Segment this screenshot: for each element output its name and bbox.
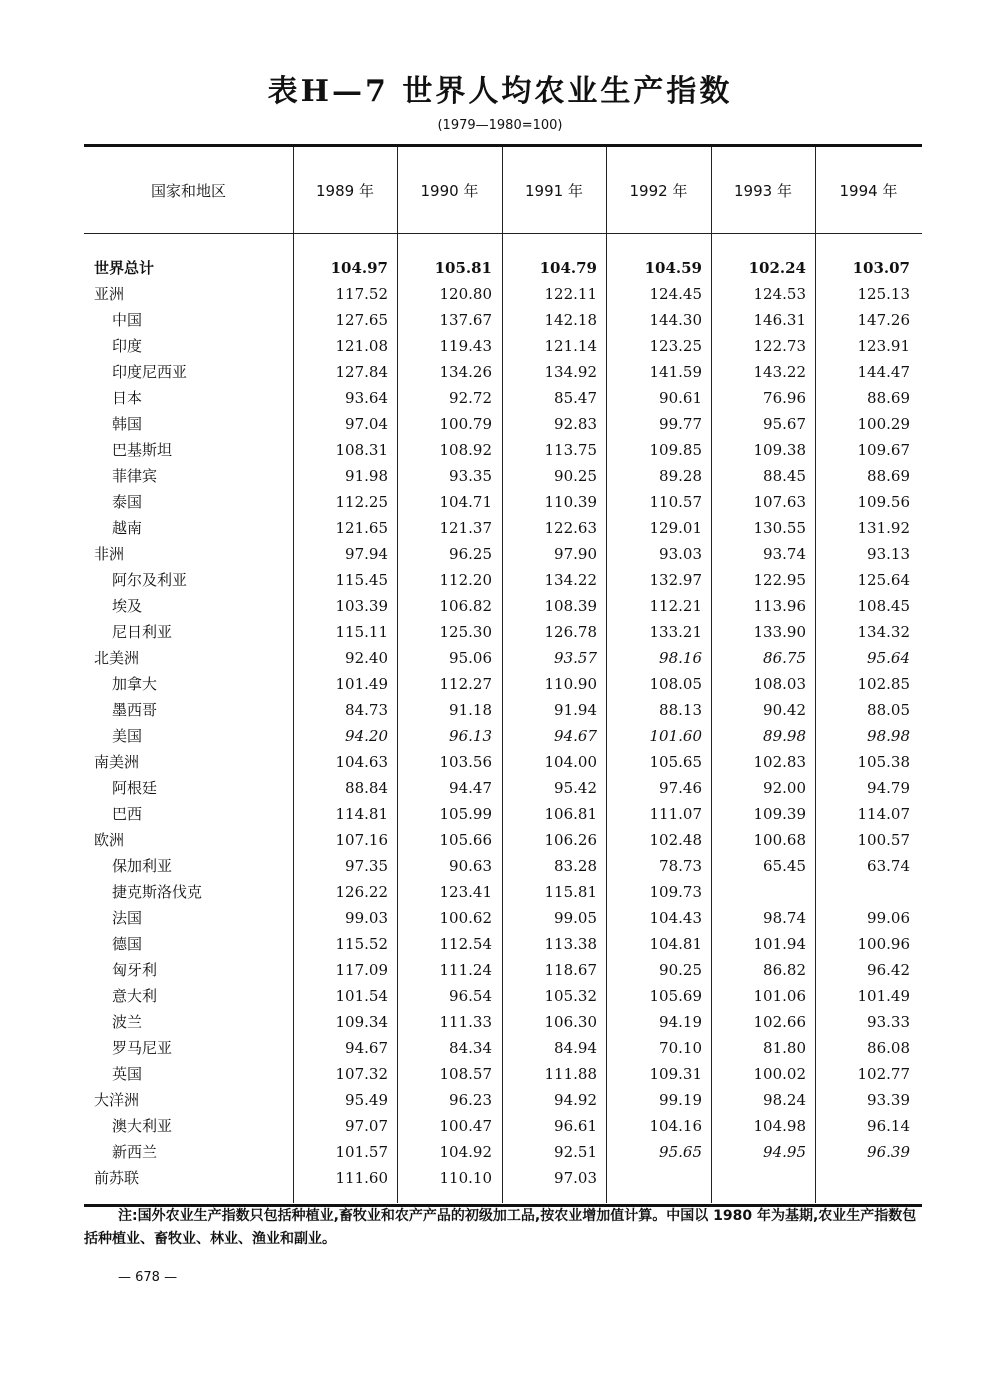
value-cell: 98.74 — [763, 909, 806, 927]
row-label: 澳大利亚 — [112, 1117, 173, 1135]
header-region: 国家和地区 — [150, 181, 226, 200]
table-row — [84, 749, 922, 775]
value-cell: 109.67 — [857, 441, 910, 459]
value-cell: 125.13 — [857, 285, 910, 303]
table-row — [84, 593, 922, 619]
value-cell: 104.63 — [335, 753, 388, 771]
value-cell: 113.75 — [544, 441, 597, 459]
value-cell: 109.73 — [649, 883, 702, 901]
value-cell: 123.41 — [439, 883, 492, 901]
value-cell: 126.78 — [544, 623, 597, 641]
value-cell: 97.94 — [345, 545, 388, 563]
value-cell: 129.01 — [649, 519, 702, 537]
value-cell: 110.57 — [649, 493, 702, 511]
value-cell: 95.49 — [345, 1091, 388, 1109]
value-cell: 130.55 — [753, 519, 806, 537]
value-cell: 94.47 — [449, 779, 492, 797]
value-cell: 96.42 — [867, 961, 910, 979]
value-cell: 106.81 — [544, 805, 597, 823]
row-label: 亚洲 — [94, 285, 125, 303]
row-label: 中国 — [112, 311, 143, 329]
table-row — [84, 827, 922, 853]
table-row — [84, 411, 922, 437]
value-cell: 100.96 — [857, 935, 910, 953]
value-cell: 109.31 — [649, 1065, 702, 1083]
value-cell: 101.57 — [335, 1143, 388, 1161]
value-cell: 112.25 — [335, 493, 388, 511]
table-row — [84, 1035, 922, 1061]
value-cell: 101.94 — [753, 935, 806, 953]
table-row — [84, 671, 922, 697]
value-cell: 93.57 — [554, 649, 597, 667]
value-cell: 104.97 — [330, 259, 388, 277]
value-cell: 113.38 — [544, 935, 597, 953]
value-cell: 132.97 — [649, 571, 702, 589]
table-row — [84, 541, 922, 567]
table-row — [84, 775, 922, 801]
value-cell: 115.11 — [335, 623, 388, 641]
value-cell: 90.61 — [659, 389, 702, 407]
value-cell: 96.25 — [449, 545, 492, 563]
value-cell: 103.39 — [335, 597, 388, 615]
value-cell: 134.22 — [544, 571, 597, 589]
value-cell: 96.13 — [449, 727, 492, 745]
row-label: 阿尔及利亚 — [112, 571, 188, 589]
value-cell: 122.95 — [753, 571, 806, 589]
table-row — [84, 853, 922, 879]
value-cell: 81.80 — [763, 1039, 806, 1057]
value-cell: 108.31 — [335, 441, 388, 459]
table-body — [84, 255, 922, 1191]
value-cell: 107.16 — [335, 831, 388, 849]
value-cell: 93.64 — [345, 389, 388, 407]
header-divider — [84, 233, 922, 234]
value-cell: 122.11 — [544, 285, 597, 303]
value-cell: 143.22 — [753, 363, 806, 381]
table-row — [84, 489, 922, 515]
header-1992: 1992 年 — [629, 181, 688, 200]
value-cell: 100.79 — [439, 415, 492, 433]
table-row — [84, 463, 922, 489]
row-label: 日本 — [112, 389, 143, 407]
value-cell: 76.96 — [763, 389, 806, 407]
value-cell: 127.84 — [335, 363, 388, 381]
value-cell: 133.90 — [753, 623, 806, 641]
value-cell: 95.65 — [659, 1143, 702, 1161]
value-cell: 147.26 — [857, 311, 910, 329]
value-cell: 125.30 — [439, 623, 492, 641]
value-cell: 105.81 — [434, 259, 492, 277]
value-cell: 92.83 — [554, 415, 597, 433]
value-cell: 108.39 — [544, 597, 597, 615]
value-cell: 93.35 — [449, 467, 492, 485]
value-cell: 106.30 — [544, 1013, 597, 1031]
value-cell: 113.96 — [753, 597, 806, 615]
value-cell: 98.98 — [867, 727, 910, 745]
value-cell: 97.46 — [659, 779, 702, 797]
value-cell: 117.09 — [335, 961, 388, 979]
value-cell: 102.85 — [857, 675, 910, 693]
value-cell: 104.92 — [439, 1143, 492, 1161]
value-cell: 97.04 — [345, 415, 388, 433]
value-cell: 95.42 — [554, 779, 597, 797]
value-cell: 97.03 — [554, 1169, 597, 1187]
table-row — [84, 333, 922, 359]
table-row — [84, 307, 922, 333]
value-cell: 118.67 — [544, 961, 597, 979]
value-cell: 99.77 — [659, 415, 702, 433]
value-cell: 97.35 — [345, 857, 388, 875]
value-cell: 121.37 — [439, 519, 492, 537]
value-cell: 117.52 — [335, 285, 388, 303]
value-cell: 104.79 — [539, 259, 597, 277]
row-label: 埃及 — [112, 597, 143, 615]
value-cell: 134.26 — [439, 363, 492, 381]
row-label: 韩国 — [112, 415, 143, 433]
value-cell: 90.63 — [449, 857, 492, 875]
value-cell: 101.60 — [649, 727, 702, 745]
footnote: 注:国外农业生产指数只包括种植业,畜牧业和农产产品的初级加工品,按农业增加值计算。中国以 1980 年为基期,农业生产指数包括种植业、畜牧业、林业、渔业和副业。 — [84, 1208, 917, 1247]
value-cell: 101.06 — [753, 987, 806, 1005]
value-cell: 125.64 — [857, 571, 910, 589]
value-cell: 96.39 — [867, 1143, 910, 1161]
value-cell: 97.90 — [554, 545, 597, 563]
value-cell: 107.32 — [335, 1065, 388, 1083]
value-cell: 114.07 — [857, 805, 910, 823]
value-cell: 98.16 — [659, 649, 702, 667]
value-cell: 84.94 — [554, 1039, 597, 1057]
value-cell: 102.48 — [649, 831, 702, 849]
value-cell: 127.65 — [335, 311, 388, 329]
table-row — [84, 645, 922, 671]
row-label: 匈牙利 — [112, 961, 158, 979]
table-row — [84, 905, 922, 931]
row-label: 美国 — [112, 727, 143, 745]
value-cell: 99.19 — [659, 1091, 702, 1109]
value-cell: 108.57 — [439, 1065, 492, 1083]
value-cell: 100.62 — [439, 909, 492, 927]
header-1989: 1989 年 — [316, 181, 374, 200]
row-label: 欧洲 — [94, 831, 125, 849]
value-cell: 133.21 — [649, 623, 702, 641]
value-cell: 88.13 — [659, 701, 702, 719]
value-cell: 93.03 — [659, 545, 702, 563]
value-cell: 112.27 — [439, 675, 492, 693]
table-row — [84, 1009, 922, 1035]
row-label: 印度尼西亚 — [112, 363, 188, 381]
value-cell: 93.13 — [867, 545, 910, 563]
value-cell: 103.07 — [852, 259, 910, 277]
value-cell: 94.92 — [554, 1091, 597, 1109]
value-cell: 114.81 — [335, 805, 388, 823]
value-cell: 137.67 — [439, 311, 492, 329]
value-cell: 105.38 — [857, 753, 910, 771]
value-cell: 104.43 — [649, 909, 702, 927]
value-cell: 111.88 — [544, 1065, 597, 1083]
value-cell: 99.06 — [867, 909, 910, 927]
value-cell: 108.45 — [857, 597, 910, 615]
table-row — [84, 385, 922, 411]
value-cell: 65.45 — [763, 857, 806, 875]
value-cell: 63.74 — [867, 857, 910, 875]
table-row — [84, 957, 922, 983]
value-cell: 94.20 — [345, 727, 388, 745]
value-cell: 120.80 — [439, 285, 492, 303]
value-cell: 105.32 — [544, 987, 597, 1005]
value-cell: 99.03 — [345, 909, 388, 927]
value-cell: 102.66 — [753, 1013, 806, 1031]
value-cell: 83.28 — [554, 857, 597, 875]
value-cell: 92.40 — [345, 649, 388, 667]
index-table — [84, 144, 922, 1207]
value-cell: 101.54 — [335, 987, 388, 1005]
value-cell: 106.26 — [544, 831, 597, 849]
value-cell: 86.08 — [867, 1039, 910, 1057]
row-label: 保加利亚 — [112, 857, 173, 875]
row-label: 南美洲 — [94, 753, 140, 771]
value-cell: 104.16 — [649, 1117, 702, 1135]
value-cell: 110.39 — [544, 493, 597, 511]
row-label: 越南 — [112, 519, 143, 537]
value-cell: 101.49 — [335, 675, 388, 693]
value-cell: 103.56 — [439, 753, 492, 771]
value-cell: 102.24 — [748, 259, 806, 277]
value-cell: 90.25 — [554, 467, 597, 485]
value-cell: 93.33 — [867, 1013, 910, 1031]
value-cell: 144.30 — [649, 311, 702, 329]
value-cell: 91.18 — [449, 701, 492, 719]
header-1990: 1990 年 — [420, 181, 479, 200]
value-cell: 121.14 — [544, 337, 597, 355]
value-cell: 122.73 — [753, 337, 806, 355]
value-cell: 119.43 — [439, 337, 492, 355]
value-cell: 90.25 — [659, 961, 702, 979]
value-cell: 104.59 — [644, 259, 702, 277]
value-cell: 112.20 — [439, 571, 492, 589]
table-row — [84, 1165, 922, 1191]
value-cell: 122.63 — [544, 519, 597, 537]
row-label: 尼日利亚 — [112, 623, 173, 641]
value-cell: 94.79 — [867, 779, 910, 797]
row-label: 非洲 — [94, 545, 125, 563]
value-cell: 89.28 — [659, 467, 702, 485]
value-cell: 85.47 — [554, 389, 597, 407]
value-cell: 100.68 — [753, 831, 806, 849]
row-label: 捷克斯洛伐克 — [112, 883, 203, 901]
value-cell: 109.39 — [753, 805, 806, 823]
value-cell: 124.53 — [753, 285, 806, 303]
value-cell: 131.92 — [857, 519, 910, 537]
value-cell: 95.67 — [763, 415, 806, 433]
table-row — [84, 723, 922, 749]
value-cell: 97.07 — [345, 1117, 388, 1135]
value-cell: 94.95 — [763, 1143, 806, 1161]
row-label: 意大利 — [112, 987, 158, 1005]
row-label: 前苏联 — [94, 1169, 140, 1187]
header-1994: 1994 年 — [839, 181, 898, 200]
value-cell: 101.49 — [857, 987, 910, 1005]
table-row — [84, 1139, 922, 1165]
row-label: 阿根廷 — [112, 779, 158, 797]
value-cell: 91.94 — [554, 701, 597, 719]
table-row — [84, 1061, 922, 1087]
value-cell: 124.45 — [649, 285, 702, 303]
value-cell: 146.31 — [753, 311, 806, 329]
value-cell: 108.92 — [439, 441, 492, 459]
table-row — [84, 255, 922, 281]
value-cell: 111.33 — [439, 1013, 492, 1031]
row-label: 德国 — [112, 935, 143, 953]
value-cell: 105.69 — [649, 987, 702, 1005]
row-label: 波兰 — [112, 1013, 143, 1031]
value-cell: 111.24 — [439, 961, 492, 979]
table-row — [84, 1113, 922, 1139]
value-cell: 104.81 — [649, 935, 702, 953]
table-row — [84, 567, 922, 593]
row-label: 菲律宾 — [112, 467, 158, 485]
value-cell: 88.69 — [867, 467, 910, 485]
value-cell: 94.67 — [554, 727, 597, 745]
value-cell: 96.54 — [449, 987, 492, 1005]
row-label: 英国 — [112, 1065, 143, 1083]
value-cell: 92.00 — [763, 779, 806, 797]
row-label: 巴基斯坦 — [112, 441, 173, 459]
value-cell: 123.91 — [857, 337, 910, 355]
value-cell: 115.81 — [544, 883, 597, 901]
value-cell: 84.34 — [449, 1039, 492, 1057]
row-label: 罗马尼亚 — [112, 1039, 173, 1057]
value-cell: 105.66 — [439, 831, 492, 849]
value-cell: 110.10 — [439, 1169, 492, 1187]
header-1993: 1993 年 — [734, 181, 792, 200]
value-cell: 95.64 — [867, 649, 910, 667]
value-cell: 115.52 — [335, 935, 388, 953]
value-cell: 91.98 — [345, 467, 388, 485]
row-label: 法国 — [112, 909, 143, 927]
value-cell: 105.99 — [439, 805, 492, 823]
value-cell: 141.59 — [649, 363, 702, 381]
value-cell: 70.10 — [659, 1039, 702, 1057]
row-label: 印度 — [112, 337, 143, 355]
value-cell: 109.85 — [649, 441, 702, 459]
table-row — [84, 879, 922, 905]
value-cell: 86.82 — [763, 961, 806, 979]
value-cell: 126.22 — [335, 883, 388, 901]
value-cell: 96.61 — [554, 1117, 597, 1135]
row-label: 世界总计 — [94, 259, 155, 277]
row-label: 泰国 — [112, 493, 143, 511]
header-1991: 1991 年 — [525, 181, 583, 200]
table-row — [84, 437, 922, 463]
value-cell: 134.32 — [857, 623, 910, 641]
row-label: 北美洲 — [94, 649, 140, 667]
row-label: 巴西 — [112, 805, 143, 823]
row-label: 墨西哥 — [112, 701, 158, 719]
value-cell: 93.39 — [867, 1091, 910, 1109]
value-cell: 90.42 — [763, 701, 806, 719]
value-cell: 105.65 — [649, 753, 702, 771]
table-title: 表H—7 世界人均农业生产指数 — [267, 74, 733, 109]
value-cell: 102.83 — [753, 753, 806, 771]
value-cell: 92.51 — [554, 1143, 597, 1161]
value-cell: 107.63 — [753, 493, 806, 511]
value-cell: 121.65 — [335, 519, 388, 537]
table-row — [84, 801, 922, 827]
value-cell: 109.38 — [753, 441, 806, 459]
value-cell: 96.23 — [449, 1091, 492, 1109]
value-cell: 104.00 — [544, 753, 597, 771]
value-cell: 84.73 — [345, 701, 388, 719]
table-row — [84, 281, 922, 307]
value-cell: 94.19 — [659, 1013, 702, 1031]
value-cell: 100.57 — [857, 831, 910, 849]
value-cell: 106.82 — [439, 597, 492, 615]
value-cell: 96.14 — [867, 1117, 910, 1135]
table-row — [84, 1087, 922, 1113]
value-cell: 112.21 — [649, 597, 702, 615]
value-cell: 144.47 — [857, 363, 910, 381]
value-cell: 108.03 — [753, 675, 806, 693]
value-cell: 98.24 — [763, 1091, 806, 1109]
value-cell: 109.56 — [857, 493, 910, 511]
value-cell: 121.08 — [335, 337, 388, 355]
table-row — [84, 983, 922, 1009]
table-row — [84, 515, 922, 541]
value-cell: 110.90 — [544, 675, 597, 693]
value-cell: 115.45 — [335, 571, 388, 589]
value-cell: 102.77 — [857, 1065, 910, 1083]
value-cell: 123.25 — [649, 337, 702, 355]
value-cell: 86.75 — [763, 649, 806, 667]
value-cell: 100.47 — [439, 1117, 492, 1135]
value-cell: 78.73 — [659, 857, 702, 875]
value-cell: 104.71 — [439, 493, 492, 511]
row-label: 大洋洲 — [94, 1091, 140, 1109]
value-cell: 88.05 — [867, 701, 910, 719]
base-period: (1979—1980=100) — [437, 118, 563, 133]
value-cell: 89.98 — [763, 727, 806, 745]
row-label: 新西兰 — [112, 1143, 158, 1161]
value-cell: 142.18 — [544, 311, 597, 329]
table-row — [84, 359, 922, 385]
value-cell: 88.45 — [763, 467, 806, 485]
value-cell: 112.54 — [439, 935, 492, 953]
value-cell: 134.92 — [544, 363, 597, 381]
value-cell: 100.02 — [753, 1065, 806, 1083]
value-cell: 88.69 — [867, 389, 910, 407]
row-label: 加拿大 — [112, 675, 158, 693]
value-cell: 108.05 — [649, 675, 702, 693]
value-cell: 88.84 — [345, 779, 388, 797]
page-number: — 678 — — [118, 1270, 178, 1285]
table-row — [84, 697, 922, 723]
value-cell: 95.06 — [449, 649, 492, 667]
value-cell: 94.67 — [345, 1039, 388, 1057]
value-cell: 92.72 — [449, 389, 492, 407]
table-row — [84, 619, 922, 645]
table-row — [84, 931, 922, 957]
value-cell: 93.74 — [763, 545, 806, 563]
value-cell: 109.34 — [335, 1013, 388, 1031]
value-cell: 99.05 — [554, 909, 597, 927]
value-cell: 104.98 — [753, 1117, 806, 1135]
value-cell: 111.07 — [649, 805, 702, 823]
value-cell: 111.60 — [335, 1169, 388, 1187]
value-cell: 100.29 — [857, 415, 910, 433]
